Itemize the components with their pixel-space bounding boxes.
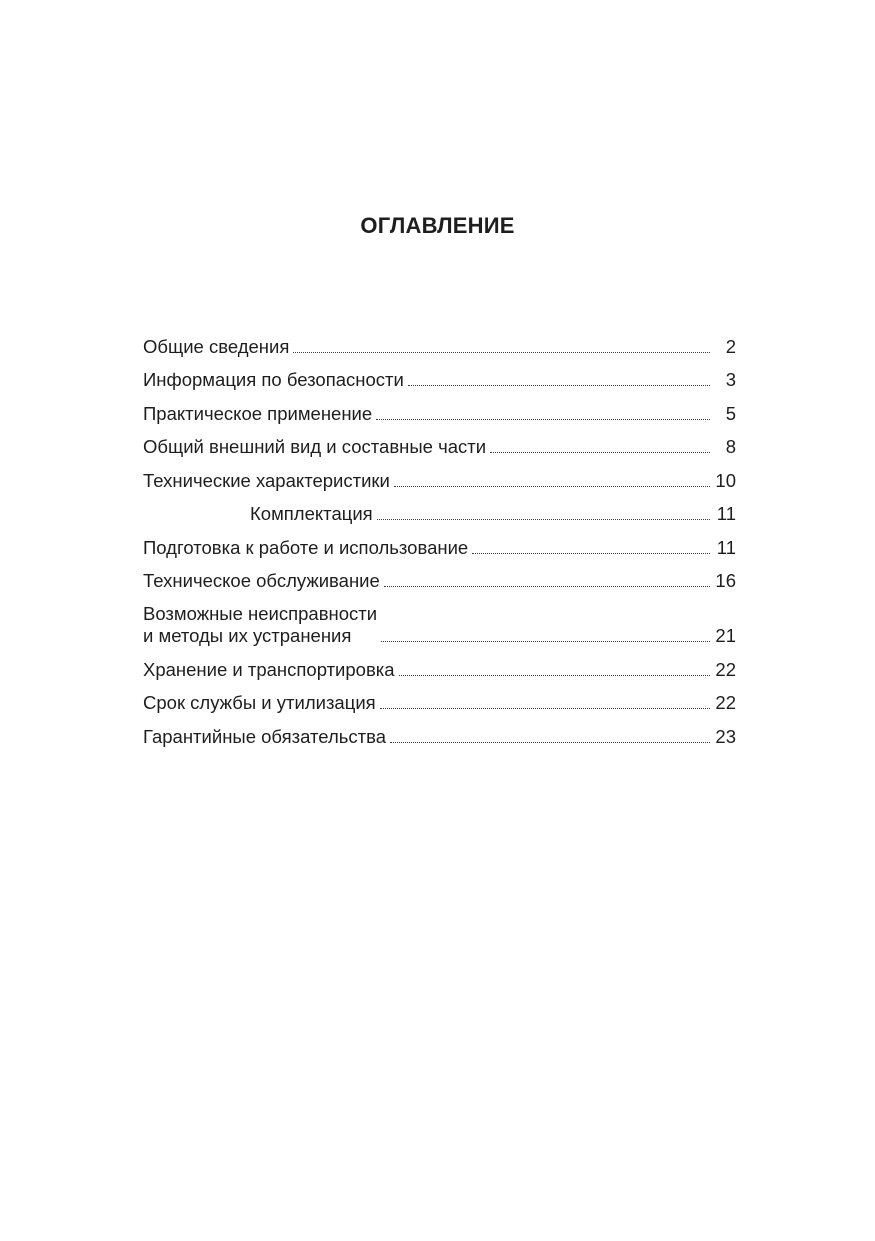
- toc-entry-page: 21: [715, 625, 736, 646]
- dot-leader: [384, 586, 710, 587]
- toc-entry-label: Технические характеристики: [143, 469, 390, 491]
- toc-entry-label: Гарантийные обязательства: [143, 725, 387, 747]
- toc-entry-label: Хранение и транспортировка: [143, 658, 395, 680]
- toc-entry-page: 2: [725, 335, 736, 357]
- toc-entry-page: 11: [716, 536, 736, 558]
- toc-entry-safety[interactable]: [143, 358, 736, 392]
- toc-entry-label: Информация по безопасности: [143, 369, 404, 390]
- dot-leader: [408, 385, 710, 386]
- toc-entry-page: 11: [716, 503, 736, 524]
- toc-entry-page: 10: [715, 469, 736, 491]
- toc-entry-label: Подготовка к работе и использование: [143, 536, 469, 558]
- dot-leader: [490, 452, 710, 453]
- toc-entry-page: 8: [725, 436, 736, 457]
- toc-entry-page: 5: [725, 402, 736, 424]
- toc-entry-package-contents[interactable]: [143, 492, 736, 526]
- dot-leader: [380, 708, 710, 709]
- toc-entry-page: 16: [715, 570, 736, 591]
- dot-leader: [399, 675, 710, 676]
- toc-entry-label: Комплектация: [250, 503, 373, 524]
- toc-entry-general-info[interactable]: [143, 324, 736, 358]
- dot-leader: [394, 486, 710, 487]
- toc-entry-maintenance[interactable]: [143, 559, 736, 593]
- toc-entry-page: 22: [715, 658, 736, 680]
- toc-entry-page: 23: [715, 725, 736, 747]
- toc-entry-troubleshooting[interactable]: [143, 592, 736, 647]
- toc-entry-label: Общие сведения: [143, 335, 290, 357]
- toc-entry-warranty[interactable]: [143, 714, 736, 748]
- toc-entry-label: Техническое обслуживание: [143, 570, 380, 591]
- dot-leader: [381, 641, 710, 642]
- toc-title: ОГЛАВЛЕНИЕ: [360, 213, 515, 238]
- toc-entry-label: Возможные неисправности и методы их устранения: [143, 603, 378, 646]
- dot-leader: [376, 419, 710, 420]
- toc-entry-service-life-disposal[interactable]: [143, 681, 736, 715]
- toc-entry-label: Срок службы и утилизация: [143, 692, 376, 713]
- toc-entry-label: Общий внешний вид и составные части: [143, 436, 487, 457]
- toc-entry-page: 3: [725, 369, 736, 390]
- toc-entry-label: Практическое применение: [143, 402, 373, 424]
- toc-entry-specifications[interactable]: [143, 458, 736, 492]
- dot-leader: [377, 519, 710, 520]
- dot-leader: [390, 742, 710, 743]
- toc-entry-appearance-parts[interactable]: [143, 425, 736, 459]
- dot-leader: [472, 553, 710, 554]
- dot-leader: [293, 352, 710, 353]
- toc-entry-page: 22: [715, 692, 736, 713]
- toc-entry-preparation-use[interactable]: [143, 525, 736, 559]
- toc-entry-practical-use[interactable]: [143, 391, 736, 425]
- table-of-contents: [143, 324, 736, 748]
- toc-entry-storage-transport[interactable]: [143, 647, 736, 681]
